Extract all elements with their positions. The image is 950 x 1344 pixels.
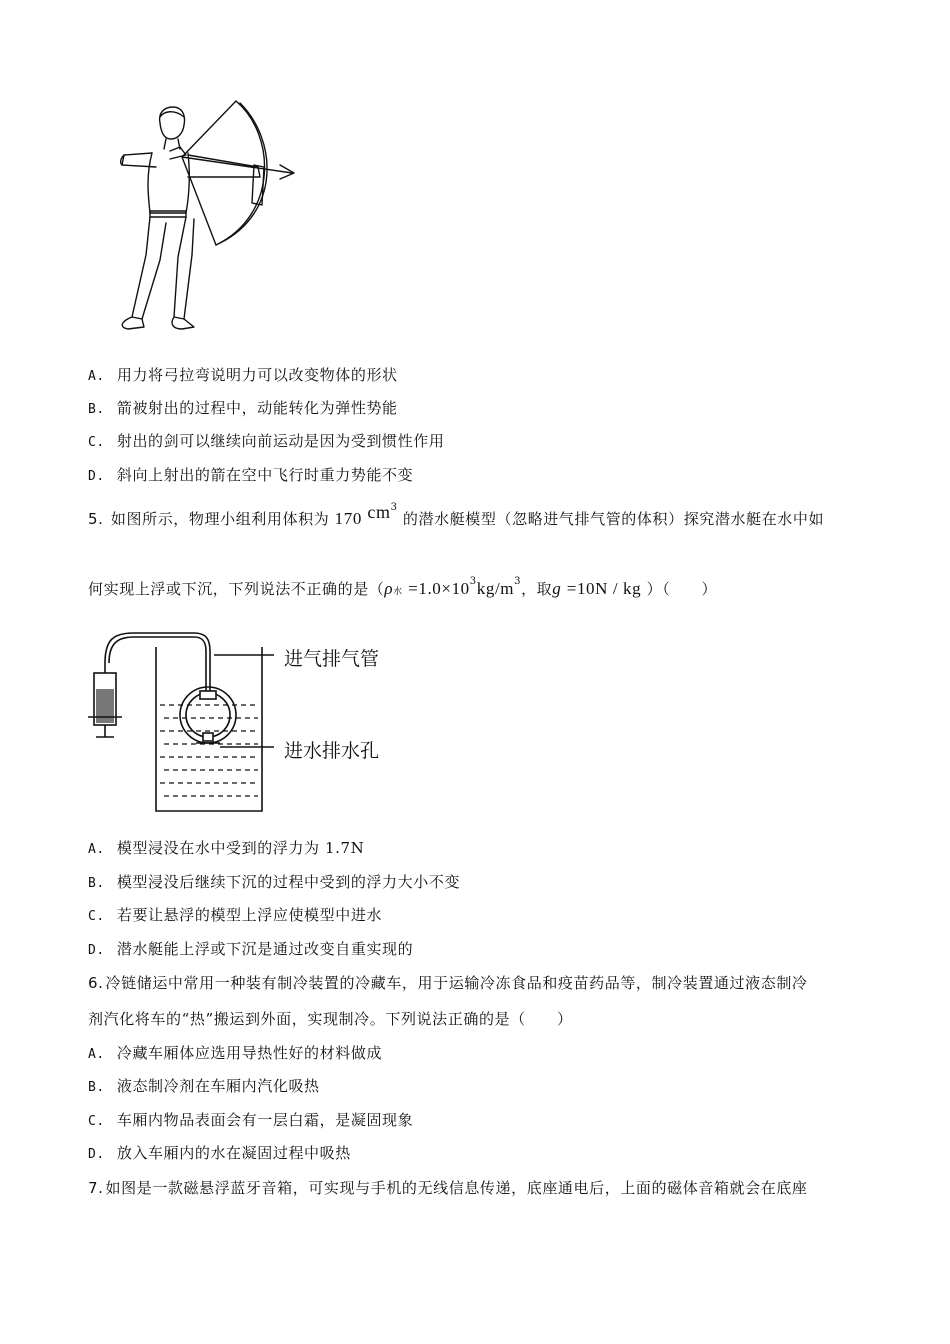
q5-stem-line2 xyxy=(88,578,717,599)
rho-symbol: ρ xyxy=(384,579,394,598)
density-unit: kg/m xyxy=(476,579,515,598)
q4-option-b[interactable] xyxy=(88,397,398,418)
water-container xyxy=(156,647,262,811)
question-number: 7. xyxy=(88,1179,104,1197)
stem-text: 冷链储运中常用一种装有制冷装置的冷藏车，用于运输冷冻食品和疫苗药品等，制冷装置通过液态制冷 xyxy=(105,974,808,992)
submarine-experiment-figure xyxy=(84,625,274,815)
option-letter: B. xyxy=(88,402,105,417)
option-text: 斜向上射出的箭在空中飞行时重力势能不变 xyxy=(116,466,414,484)
option-text: 模型浸没后继续下沉的过程中受到的浮力大小不变 xyxy=(116,873,461,891)
g-equation: =10N / kg xyxy=(566,579,642,598)
air-tube xyxy=(105,633,210,695)
option-text: 箭被射出的过程中，动能转化为弹性势能 xyxy=(116,399,398,417)
take-text: ，取 xyxy=(521,580,553,598)
option-text: 模型浸没在水中受到的浮力为 1.7N xyxy=(116,839,365,857)
option-letter: B. xyxy=(88,876,105,891)
option-letter: B. xyxy=(88,1080,105,1095)
option-letter: D. xyxy=(88,1147,105,1162)
option-letter: D. xyxy=(88,469,105,484)
option-letter: D. xyxy=(88,943,105,958)
option-text: 冷藏车厢体应选用导热性好的材料做成 xyxy=(116,1044,383,1062)
option-letter: A. xyxy=(88,842,105,857)
stem-text: 何实现上浮或下沉，下列说法不正确的是（ xyxy=(88,580,385,598)
density-equation: =1.0×10 xyxy=(408,579,470,598)
question-number: 6. xyxy=(88,974,104,992)
q4-option-c[interactable] xyxy=(88,430,444,451)
water-surface xyxy=(160,705,258,796)
option-text: 液态制冷剂在车厢内汽化吸热 xyxy=(116,1077,320,1095)
q5-stem-line1 xyxy=(88,502,825,529)
q5-option-a[interactable] xyxy=(88,837,364,858)
question-number: 5. xyxy=(88,510,104,528)
stem-text: 如图是一款磁悬浮蓝牙音箱，可实现与手机的无线信息传递，底座通电后，上面的磁体音箱就会在底座 xyxy=(105,1179,808,1197)
archer-icon xyxy=(121,101,294,329)
option-text: 潜水艇能上浮或下沉是通过改变自重实现的 xyxy=(116,940,414,958)
rho-subscript: 水 xyxy=(393,587,403,597)
option-text: 放入车厢内的水在凝固过程中吸热 xyxy=(116,1144,351,1162)
g-symbol: g xyxy=(552,579,562,598)
option-letter: C. xyxy=(88,1114,105,1129)
hole-label: 进水排水孔 xyxy=(284,740,380,762)
q5-option-c[interactable] xyxy=(88,904,382,925)
volume-unit: cm xyxy=(367,502,391,522)
q5-option-b[interactable] xyxy=(88,871,460,892)
density-unit-exponent: 3 xyxy=(514,576,522,587)
q6-option-c[interactable] xyxy=(88,1109,413,1130)
tube-label: 进气排气管 xyxy=(284,648,380,670)
option-letter: C. xyxy=(88,909,105,924)
q6-stem-line1 xyxy=(88,972,808,993)
volume-exponent: 3 xyxy=(390,502,398,513)
stem-text: 的潜水艇模型（忽略进气排气管的体积）探究潜水艇在水中如 xyxy=(402,510,825,528)
q6-stem-line2 xyxy=(88,1008,573,1029)
q7-stem-line1 xyxy=(88,1177,808,1198)
q4-option-d[interactable] xyxy=(88,464,413,485)
q5-option-d[interactable] xyxy=(88,938,413,959)
option-text: 若要让悬浮的模型上浮应使模型中进水 xyxy=(116,906,383,924)
stem-text: 剂汽化将车的“热”搬运到外面，实现制冷。下列说法正确的是（ ） xyxy=(88,1010,573,1028)
q6-option-d[interactable] xyxy=(88,1142,351,1163)
volume-value: 170 xyxy=(334,509,362,528)
q6-option-b[interactable] xyxy=(88,1075,320,1096)
stem-text: 如图所示，物理小组利用体积为 xyxy=(110,510,330,528)
option-text: 射出的剑可以继续向前运动是因为受到惯性作用 xyxy=(116,432,445,450)
option-letter: A. xyxy=(88,369,105,384)
q4-option-a[interactable] xyxy=(88,364,398,385)
option-letter: A. xyxy=(88,1047,105,1062)
option-text: 车厢内物品表面会有一层白霜，是凝固现象 xyxy=(116,1111,414,1129)
q6-option-a[interactable] xyxy=(88,1042,382,1063)
answer-bracket: ）（ ） xyxy=(646,580,718,598)
density-exponent: 3 xyxy=(469,576,477,587)
syringe-water xyxy=(96,689,114,723)
archer-figure xyxy=(108,95,308,337)
option-text: 用力将弓拉弯说明力可以改变物体的形状 xyxy=(116,366,398,384)
option-letter: C. xyxy=(88,435,105,450)
